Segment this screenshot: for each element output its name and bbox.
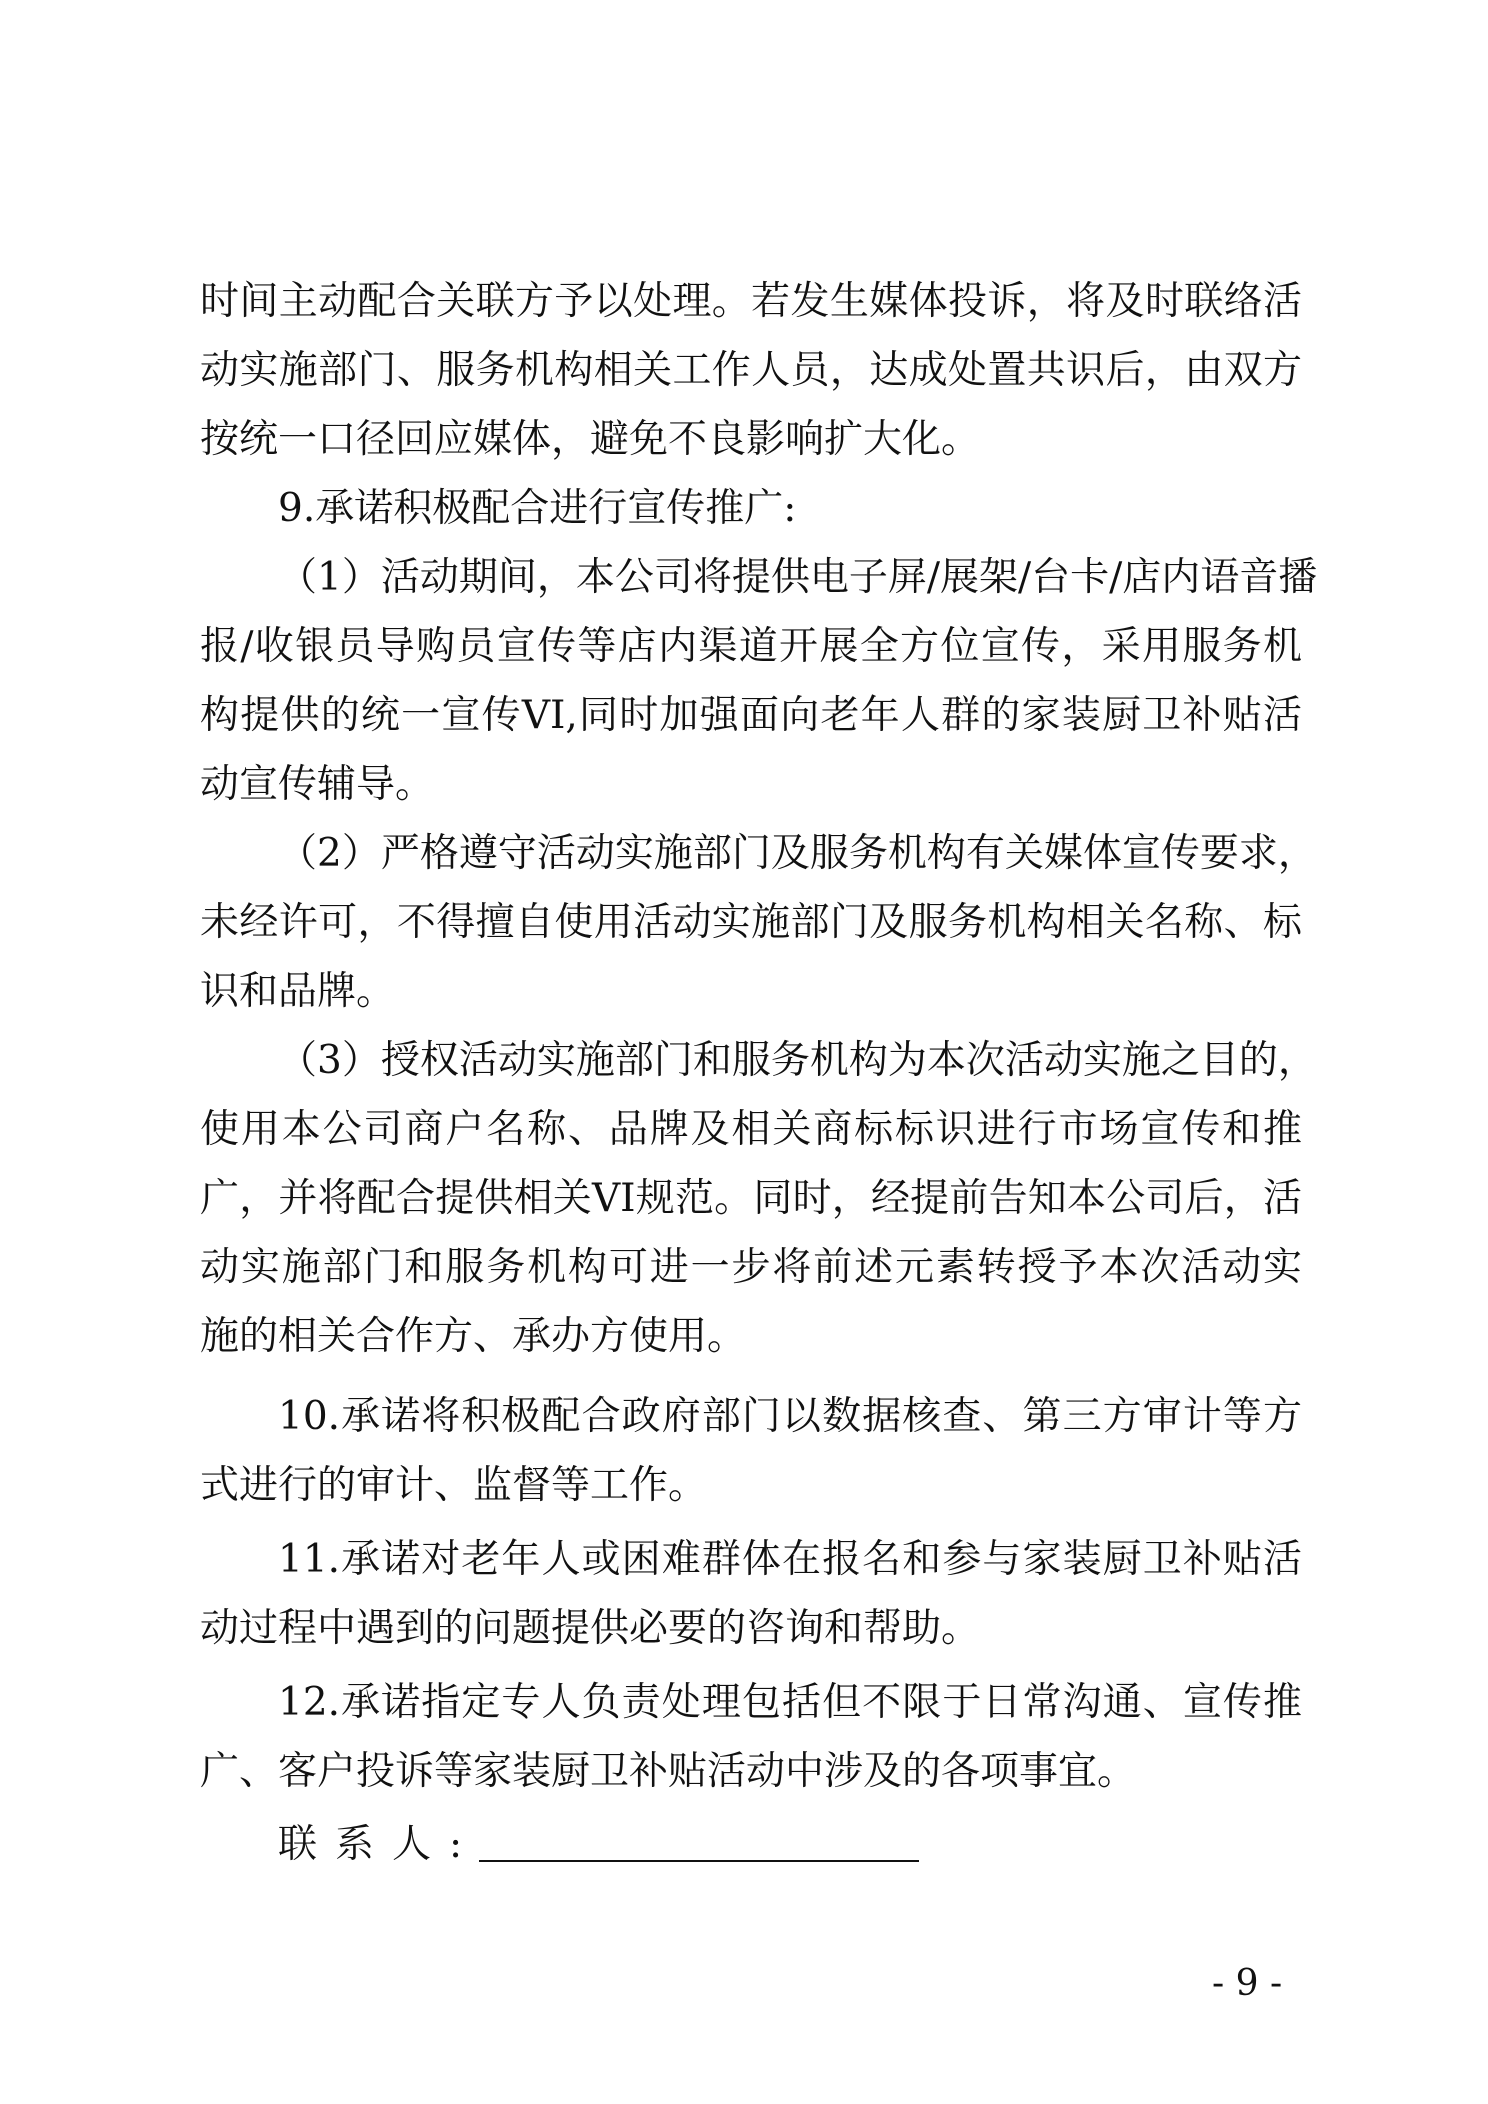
contact-line — [278, 1820, 480, 1870]
body-line: 识和品牌。 — [200, 969, 396, 1014]
body-line: 11.承诺对老年人或困难群体在报名和参与家装厨卫补贴活 — [278, 1537, 1302, 1582]
section-heading: 9.承诺积极配合进行宣传推广: — [278, 486, 797, 531]
body-line: 动宣传辅导。 — [200, 762, 435, 807]
contact-blank-line — [479, 1860, 919, 1862]
body-line: 10.承诺将积极配合政府部门以数据核查、第三方审计等方 — [278, 1394, 1302, 1439]
body-line: 时间主动配合关联方予以处理。若发生媒体投诉，将及时联络活 — [200, 279, 1302, 324]
body-line: 广，并将配合提供相关VI规范。同时，经提前告知本公司后，活 — [200, 1176, 1302, 1221]
body-line: 式进行的审计、监督等工作。 — [200, 1463, 708, 1508]
body-line: 施的相关合作方、承办方使用。 — [200, 1314, 747, 1359]
contact-label: 联系人: — [278, 1822, 481, 1867]
body-line: （2）严格遵守活动实施部门及服务机构有关媒体宣传要求， — [278, 831, 1317, 876]
body-line: 使用本公司商户名称、品牌及相关商标标识进行市场宣传和推 — [200, 1107, 1302, 1152]
body-line: 广、客户投诉等家装厨卫补贴活动中涉及的各项事宜。 — [200, 1749, 1137, 1794]
body-line: 12.承诺指定专人负责处理包括但不限于日常沟通、宣传推 — [278, 1680, 1302, 1725]
body-line: 按统一口径回应媒体，避免不良影响扩大化。 — [200, 417, 981, 462]
body-line: （1）活动期间，本公司将提供电子屏/展架/台卡/店内语音播 — [278, 555, 1318, 600]
body-line: 动实施部门和服务机构可进一步将前述元素转授予本次活动实 — [200, 1245, 1302, 1290]
body-line: 报/收银员导购员宣传等店内渠道开展全方位宣传，采用服务机 — [200, 624, 1302, 669]
page-number: - 9 - — [1212, 1963, 1283, 2004]
body-line: 动过程中遇到的问题提供必要的咨询和帮助。 — [200, 1606, 981, 1651]
body-line: 未经许可，不得擅自使用活动实施部门及服务机构相关名称、标 — [200, 900, 1302, 945]
body-line: 动实施部门、服务机构相关工作人员，达成处置共识后，由双方 — [200, 348, 1302, 393]
body-line: 构提供的统一宣传VI,同时加强面向老年人群的家装厨卫补贴活 — [200, 693, 1302, 738]
body-line: （3）授权活动实施部门和服务机构为本次活动实施之目的， — [278, 1038, 1317, 1083]
